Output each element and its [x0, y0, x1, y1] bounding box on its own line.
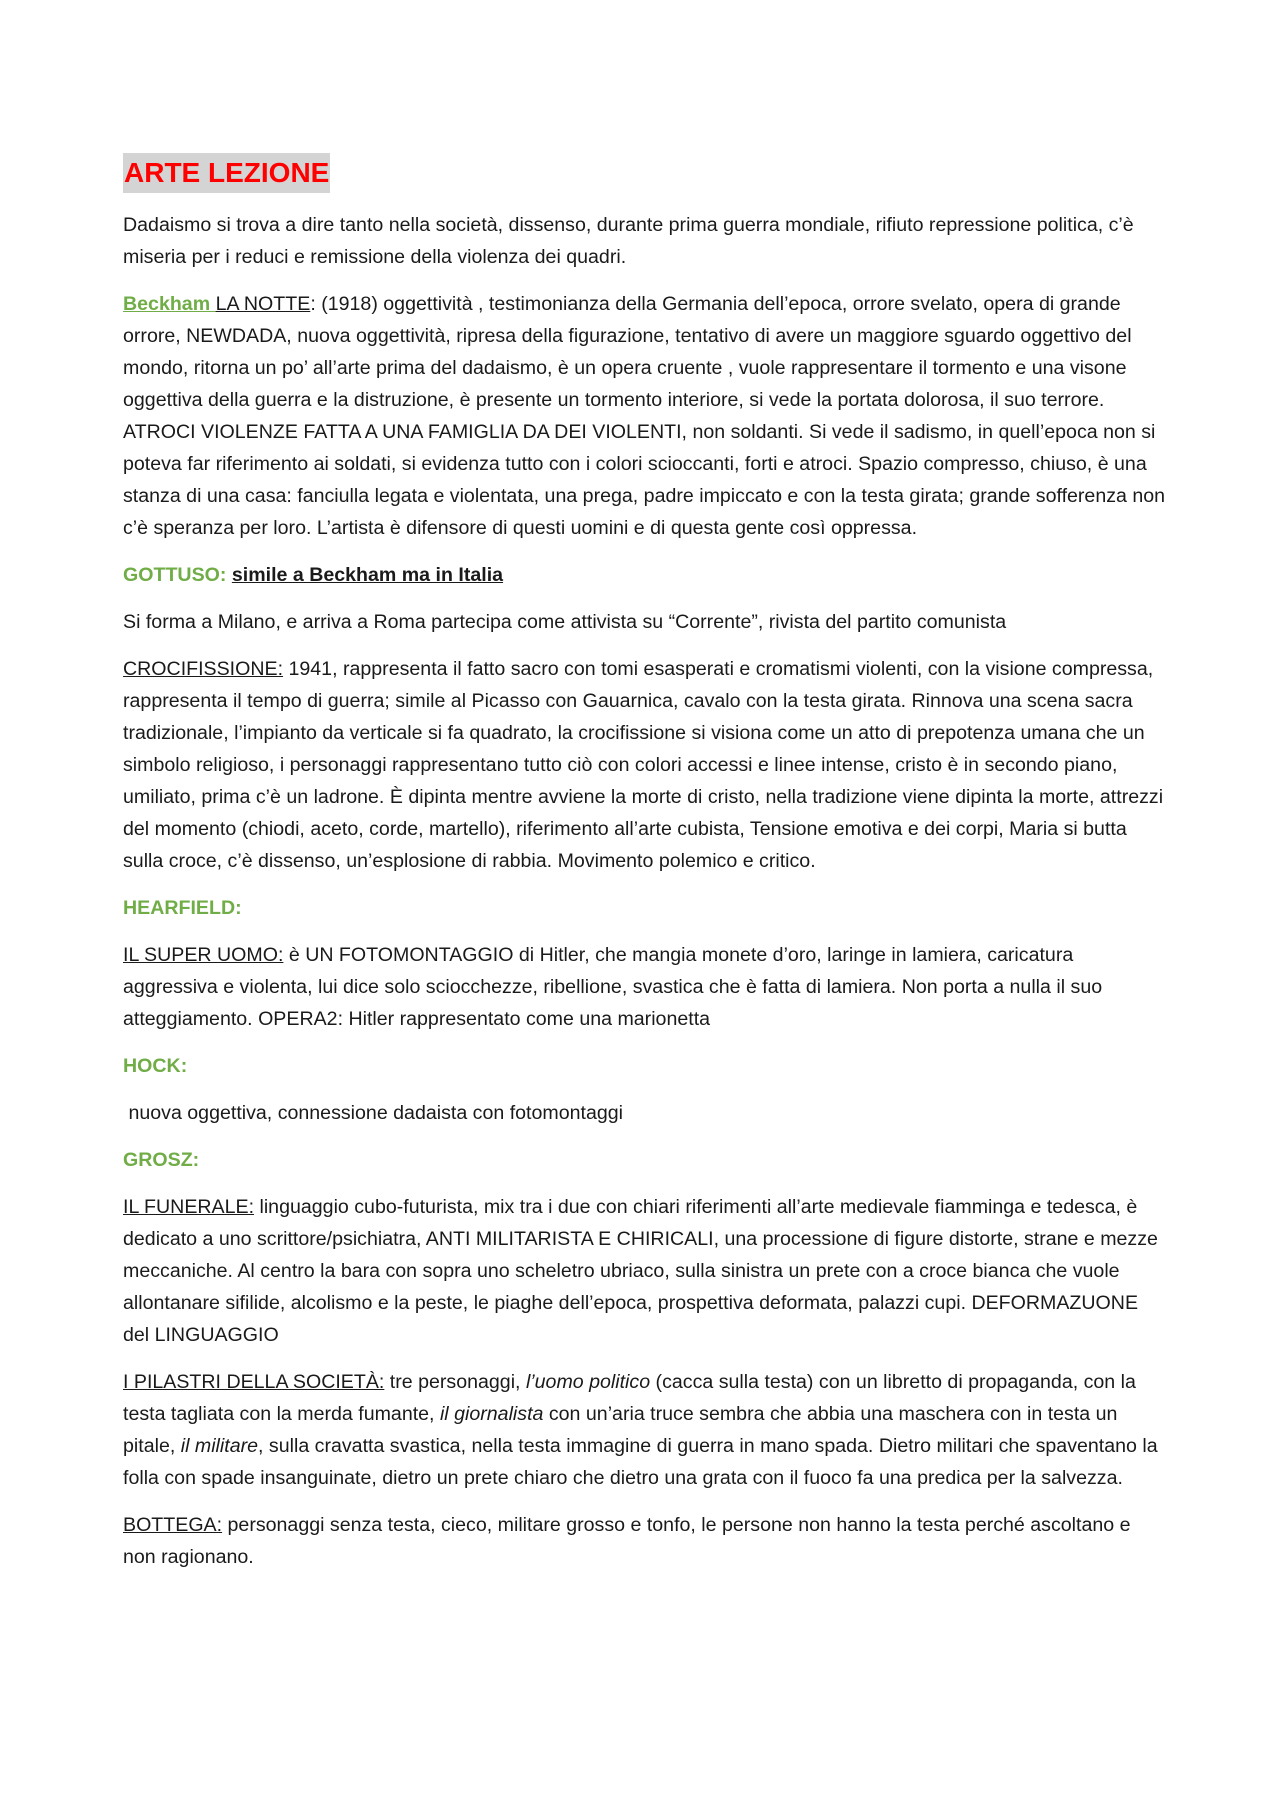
beckham-text: : (1918) oggettività , testimonianza della Germania dell’epoca, orrore svelato, opera di grande orrore, NEWDADA, nuova oggettività, ripresa della figurazione, tentativo di avere un maggiore sguardo oggettivo del mondo, ritorna un po’ all’arte prima del dadaismo, è un opera cruente , vuole rappresentare il tormento e una visone oggettiva della guerra e la distruzione, è presente un tormento interiore, si vede la portata dolorosa, il suo terrore. ATROCI VIOLENZE FATTA A UNA FAMIGLIA DA DEI VIOLENTI, non soldanti. Si vede il sadismo, in quell’epoca non si poteva far riferimento ai soldati, si evidenza tutto con i colori scioccanti, forti e atroci. Spazio compresso, chiuso, è una stanza di una casa: fanciulla legata e violentata, una prega, padre impiccato e con la testa girata; grande sofferenza non c’è speranza per loro. L’artista è difensore di questi uomini e di questa gente così oppressa. — [123, 293, 1166, 539]
pilastri-text-3: con un’aria truce sembra che abbia una maschera con in testa un pitale, — [123, 1403, 1118, 1457]
hock-paragraph: nuova oggettiva, connessione dadaista con fotomontaggi — [123, 1102, 624, 1124]
pilastri-text-4: , sulla cravatta svastica, nella testa immagine di guerra in mano spada. Dietro militari che spaventano la folla con spade insanguinate, dietro un prete chiaro che dietro una grata con il fuoco fa una predica per la salvezza. — [123, 1435, 1158, 1489]
document-page — [123, 153, 1168, 1588]
artist-name-guttuso: GOTTUSO: — [123, 564, 227, 586]
crocifissione-paragraph — [123, 653, 1168, 877]
artist-heading-hearfield: HEARFIELD: — [123, 897, 242, 919]
artist-heading-hock: HOCK: — [123, 1055, 188, 1077]
guttuso-paragraph: Si forma a Milano, e arriva a Roma partecipa come attivista su “Corrente”, rivista del partito comunista — [123, 611, 1007, 633]
guttuso-heading — [123, 559, 1168, 591]
work-title-pilastri: I PILASTRI DELLA SOCIETÀ: — [123, 1371, 385, 1393]
super-uomo-text: è UN FOTOMONTAGGIO di Hitler, che mangia monete d’oro, laringe in lamiera, caricatura aggressiva e violenta, lui dice solo sciocchezze, ribellione, svastica che è fatta di lamiera. Non porta a nulla il suo atteggiamento. OPERA2: Hitler rappresentato come una marionetta — [123, 944, 1103, 1030]
pilastri-paragraph — [123, 1366, 1168, 1494]
work-title-la-notte: LA NOTTE — [215, 293, 311, 315]
bottega-text: personaggi senza testa, cieco, militare grosso e tonfo, le persone non hanno la testa perché ascoltano e non ragionano. — [123, 1514, 1131, 1568]
pilastri-text-1: tre personaggi, — [384, 1371, 526, 1393]
guttuso-subtitle: simile a Beckham ma in Italia — [231, 564, 504, 586]
pilastri-italic-3: il militare — [180, 1435, 259, 1457]
document-title: ARTE LEZIONE — [123, 153, 330, 193]
pilastri-italic-2: il giornalista — [439, 1403, 544, 1425]
work-title-super-uomo: IL SUPER UOMO: — [123, 944, 284, 966]
bottega-paragraph — [123, 1509, 1168, 1573]
intro-paragraph: Dadaismo si trova a dire tanto nella società, dissenso, durante prima guerra mondiale, rifiuto repressione politica, c’è miseria per i reduci e remissione della violenza dei quadri. — [123, 214, 1134, 268]
beckham-paragraph — [123, 288, 1168, 544]
pilastri-text-2: (cacca sulla testa) con un libretto di propaganda, con la testa tagliata con la merda fumante, — [123, 1371, 1136, 1425]
artist-heading-grosz: GROSZ: — [123, 1149, 200, 1171]
pilastri-italic-1: l’uomo politico — [525, 1371, 651, 1393]
work-title-bottega: BOTTEGA: — [123, 1514, 223, 1536]
work-title-crocifissione: CROCIFISSIONE: — [123, 658, 284, 680]
funerale-paragraph — [123, 1191, 1168, 1351]
super-uomo-paragraph — [123, 939, 1168, 1035]
crocifissione-text: 1941, rappresenta il fatto sacro con tomi esasperati e cromatismi violenti, con la visione compressa, rappresenta il tempo di guerra; simile al Picasso con Gauarnica, cavalo con la testa girata. Rinnova una scena sacra tradizionale, l’impianto da verticale si fa quadrato, la crocifissione si visiona come un atto di prepotenza umana che un simbolo religioso, i personaggi rappresentano tutto ciò con colori accessi e linee intense, cristo è in secondo piano, umiliato, prima c’è un ladrone. È dipinta mentre avviene la morte di cristo, nella tradizione viene dipinta la morte, attrezzi del momento (chiodi, aceto, corde, martello), riferimento all’arte cubista, Tensione emotiva e dei corpi, Maria si butta sulla croce, c’è dissenso, un’esplosione di rabbia. Movimento polemico e critico. — [123, 658, 1164, 872]
work-title-funerale: IL FUNERALE: — [123, 1196, 255, 1218]
artist-name-beckham: Beckham — [123, 293, 216, 315]
funerale-text: linguaggio cubo-futurista, mix tra i due con chiari riferimenti all’arte medievale fiamminga e tedesca, è dedicato a uno scrittore/psichiatra, ANTI MILITARISTA E CHIRICALI, una processione di figure distorte, strane e mezze meccaniche. Al centro la bara con sopra uno scheletro ubriaco, sulla sinistra un prete con a croce bianca che vuole allontanare sifilide, alcolismo e la peste, le piaghe dell’epoca, prospettiva deformata, palazzi cupi. DEFORMAZUONE del LINGUAGGIO — [123, 1196, 1158, 1346]
